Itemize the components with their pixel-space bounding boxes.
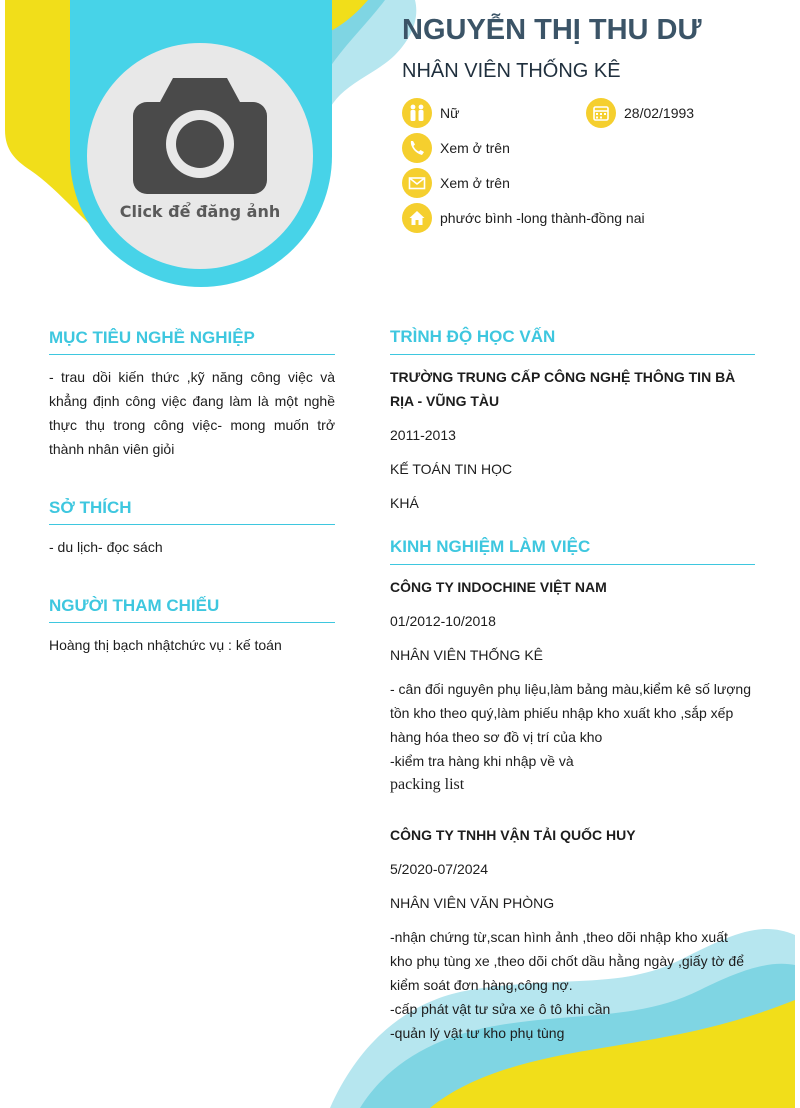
objective-title: MỤC TIÊU NGHỀ NGHIỆP (49, 328, 255, 347)
home-icon (402, 203, 432, 233)
references-title: NGƯỜI THAM CHIẾU (49, 596, 220, 615)
hobbies-title: SỞ THÍCH (49, 498, 132, 517)
job-1-description-3: packing list (390, 776, 465, 793)
education-school: TRƯỜNG TRUNG CẤP CÔNG NGHỆ THÔNG TIN BÀ RỊA - VŨNG TÀU (390, 369, 736, 409)
birthdate-value: 28/02/1993 (624, 105, 695, 121)
photo-placeholder[interactable] (70, 0, 332, 287)
experience-title: KINH NGHIỆM LÀM VIỆC (390, 537, 591, 556)
phone-row (402, 133, 510, 163)
education-divider (390, 354, 755, 355)
education-title: TRÌNH ĐỘ HỌC VẤN (390, 327, 556, 346)
experience-divider (390, 564, 755, 565)
address-value: phước bình -long thành-đồng nai (440, 210, 645, 226)
job-1-description-2: -kiểm tra hàng khi nhập về và (390, 753, 574, 769)
email-value: Xem ở trên (440, 175, 510, 191)
job-1-description: - cân đối nguyên phụ liệu,làm bảng màu,kiểm kê số lượng tồn kho theo quý,làm phiếu nhập kho xuất kho ,sắp xếp hàng hóa theo sơ đồ vị trí của kho (390, 681, 751, 745)
gender-row (402, 98, 459, 128)
photo-upload-label[interactable]: Click để đăng ảnh (119, 202, 281, 221)
envelope-icon (402, 168, 432, 198)
job-1-company: CÔNG TY INDOCHINE VIỆT NAM (390, 579, 607, 595)
education-grade: KHÁ (390, 495, 419, 511)
references-text: Hoàng thị bạch nhậtchức vụ : kế toán (49, 637, 282, 653)
job-1-role: NHÂN VIÊN THỐNG KÊ (390, 647, 543, 663)
job-1-period: 01/2012-10/2018 (390, 613, 496, 629)
job-2-description-3: -quản lý vật tư kho phụ tùng (390, 1025, 565, 1041)
education-period: 2011-2013 (390, 427, 456, 443)
calendar-icon (586, 98, 616, 128)
job-2-description: -nhận chứng từ,scan hình ảnh ,theo dõi nhập kho xuất kho phụ tùng xe ,theo dõi chốt dầu hằng ngày ,giấy tờ để kiểm soát đơn hàng,công nợ. (390, 929, 744, 993)
hobbies-divider (49, 524, 335, 525)
phone-value: Xem ở trên (440, 140, 510, 156)
references-divider (49, 622, 335, 623)
job-title: NHÂN VIÊN THỐNG KÊ (402, 60, 621, 82)
full-name: NGUYỄN THỊ THU DƯ (402, 14, 702, 46)
gender-value: Nữ (440, 105, 460, 121)
email-row (402, 168, 510, 198)
job-2-company: CÔNG TY TNHH VẬN TẢI QUỐC HUY (390, 827, 636, 843)
gender-icon (402, 98, 432, 128)
phone-icon (402, 133, 432, 163)
job-2-period: 5/2020-07/2024 (390, 861, 489, 877)
birthdate-row (586, 98, 694, 128)
hobbies-text: - du lịch- đọc sách (49, 539, 163, 555)
job-2-role: NHÂN VIÊN VĂN PHÒNG (390, 895, 555, 911)
objective-text: - trau dồi kiến thức ,kỹ năng công việc và khẳng định công việc đang làm là một nghề thực thụ trong công việc- mong muốn trở thành nhân viên giỏi (49, 369, 335, 457)
address-row (402, 203, 645, 233)
job-2-description-2: -cấp phát vật tư sửa xe ô tô khi cần (390, 1001, 611, 1017)
education-major: KẾ TOÁN TIN HỌC (390, 461, 513, 477)
objective-divider (49, 354, 335, 355)
